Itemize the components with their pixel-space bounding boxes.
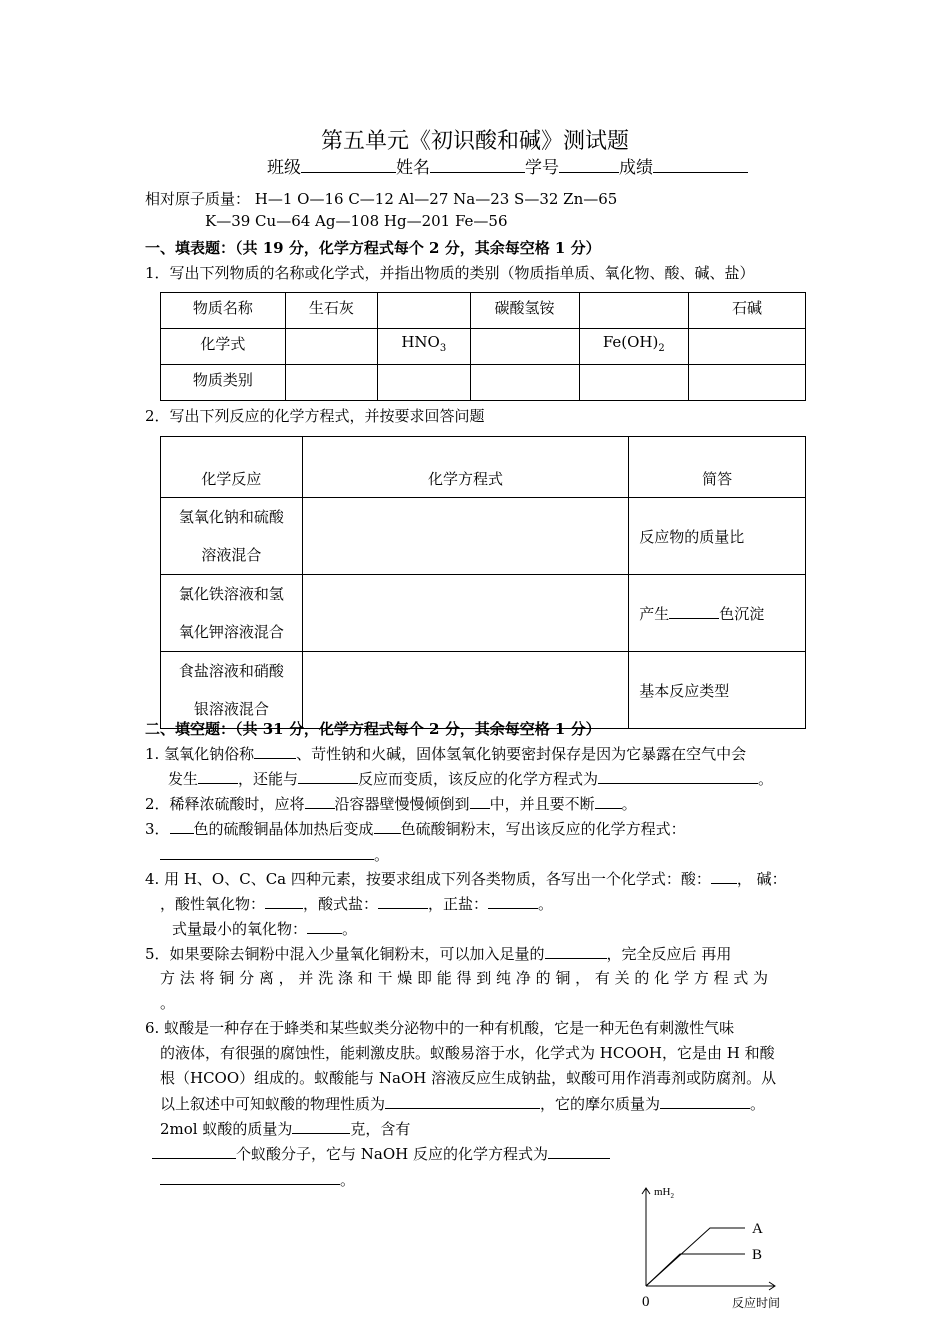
q1-line2: 发生 ，还能与 反应而变质，该反应的化学方程式为 。 xyxy=(168,767,773,789)
q2-line: 2．稀释浓硫酸时，应将 沿容器壁慢慢倾倒到 中，并且要不断 。 xyxy=(145,792,637,814)
equation-cell[interactable] xyxy=(302,652,628,729)
reaction-cell: 氢氧化钠和硫酸 溶液混合 xyxy=(161,498,303,575)
curve-b xyxy=(646,1254,745,1286)
score-blank[interactable] xyxy=(653,156,748,173)
answer-cell: 产生 色沉淀 xyxy=(629,575,806,652)
category-cell[interactable] xyxy=(378,365,471,401)
id-blank[interactable] xyxy=(559,156,619,173)
q5-line3: 。 xyxy=(160,994,176,1012)
category-cell[interactable] xyxy=(689,365,806,401)
atomic-mass-line1: 相对原子质量： H—1 O—16 C—12 Al—27 Na—23 S—32 Zn—65 xyxy=(145,190,618,208)
q6-line6: 个蚁酸分子，它与 NaOH 反应的化学方程式为 xyxy=(152,1142,610,1164)
q6-line1: 6. 蚁酸是一种存在于蜂类和某些蚁类分泌物中的一种有机酸，它是一种无色有刺激性气味 xyxy=(145,1019,735,1037)
row-header-name: 物质名称 xyxy=(161,293,286,329)
q4-line1: 4. 用 H、O、C、Ca 四种元素，按要求组成下列各类物质，各写出一个化学式：酸： ， 碱： xyxy=(145,867,787,889)
page-title: 第五单元《初识酸和碱》测试题 xyxy=(320,129,629,154)
color-blank[interactable] xyxy=(669,602,719,619)
curve-a xyxy=(646,1228,745,1286)
equation-cell[interactable] xyxy=(302,575,628,652)
y-axis-label: $mH_2$ xyxy=(654,1186,674,1200)
category-cell[interactable] xyxy=(285,365,377,401)
name-cell[interactable] xyxy=(378,293,471,329)
header-equation: 化学方程式 xyxy=(302,437,628,498)
atomic-mass-line2: K—39 Cu—64 Ag—108 Hg—201 Fe—56 xyxy=(205,212,508,230)
q1-line1: 1. 氢氧化钠俗称 、苛性钠和火碱，固体氢氧化钠要密封保存是因为它暴露在空气中会 xyxy=(145,742,746,764)
reaction-cell: 食盐溶液和硝酸 银溶液混合 xyxy=(161,652,303,729)
formula-cell: $HNO_3$ xyxy=(378,329,471,365)
name-cell: 碳酸氢铵 xyxy=(470,293,579,329)
section2-heading: 二、填空题：（共 31 分，化学方程式每个 2 分，其余每空格 1 分） xyxy=(145,720,601,738)
x-axis-label: 反应时间 xyxy=(732,1296,781,1310)
section1-q2: 2．写出下列反应的化学方程式，并按要求回答问题 xyxy=(145,407,485,425)
q5-line1: 5．如果要除去铜粉中混入少量氧化铜粉末，可以加入足量的 ，完全反应后 再用 xyxy=(145,942,731,964)
name-cell: 生石灰 xyxy=(285,293,377,329)
q3-line2: 。 xyxy=(160,843,389,865)
q6-line2: 的液体，有很强的腐蚀性，能刺激皮肤。蚁酸易溶于水，化学式为 HCOOH，它是由 H 和酸 xyxy=(160,1044,775,1062)
label-b: B xyxy=(752,1247,763,1263)
reaction-cell: 氯化铁溶液和氢 氧化钾溶液混合 xyxy=(161,575,303,652)
q6-line4: 以上叙述中可知蚁酸的物理性质为 ，它的摩尔质量为 。 xyxy=(160,1092,765,1114)
q6-line7: 。 xyxy=(160,1168,355,1190)
name-cell[interactable] xyxy=(579,293,689,329)
reaction-graph xyxy=(630,1180,800,1320)
section1-q1: 1．写出下列物质的名称或化学式，并指出物质的类别（物质指单质、氧化物、酸、碱、盐） xyxy=(145,264,755,282)
name-cell: 石碱 xyxy=(689,293,806,329)
class-blank[interactable] xyxy=(301,156,396,173)
q4-line3: 式量最小的氧化物： 。 xyxy=(172,917,357,939)
formula-cell: $Fe(OH)_2$ xyxy=(579,329,689,365)
category-cell[interactable] xyxy=(470,365,579,401)
reaction-table xyxy=(160,436,806,729)
q3-line1: 3． 色的硫酸铜晶体加热后变成 色硫酸铜粉末，写出该反应的化学方程式： xyxy=(145,817,686,839)
header-reaction: 化学反应 xyxy=(161,437,303,498)
category-cell[interactable] xyxy=(579,365,689,401)
name-blank[interactable] xyxy=(430,156,525,173)
q5-line2: 方 法 将 铜 分 离 ， 并 洗 涤 和 干 燥 即 能 得 到 纯 净 的 铜 ， 有 关 的 化 学 方 程 式 为 xyxy=(160,969,769,987)
q6-line5: 2mol 蚁酸的质量为 克，含有 xyxy=(160,1117,410,1139)
q4-line2: ，酸性氧化物： ，酸式盐： ，正盐： 。 xyxy=(160,892,553,914)
formula-cell[interactable] xyxy=(285,329,377,365)
row-header-formula: 化学式 xyxy=(161,329,286,365)
q6-line3: 根（HCOO）组成的。蚁酸能与 NaOH 溶液反应生成钠盐，蚁酸可用作消毒剂或防腐剂。从 xyxy=(160,1069,777,1087)
answer-cell: 基本反应类型 xyxy=(629,652,806,729)
answer-cell: 反应物的质量比 xyxy=(629,498,806,575)
header-answer: 简答 xyxy=(629,437,806,498)
label-a: A xyxy=(752,1221,763,1237)
section1-heading: 一、填表题：（共 19 分，化学方程式每个 2 分，其余每空格 1 分） xyxy=(145,239,601,257)
formula-cell[interactable] xyxy=(689,329,806,365)
origin-label: 0 xyxy=(642,1294,650,1310)
row-header-category: 物质类别 xyxy=(161,365,286,401)
equation-cell[interactable] xyxy=(302,498,628,575)
student-info: 班级 姓名 学号 成绩 xyxy=(0,153,950,178)
substance-table xyxy=(160,292,806,401)
formula-cell[interactable] xyxy=(470,329,579,365)
